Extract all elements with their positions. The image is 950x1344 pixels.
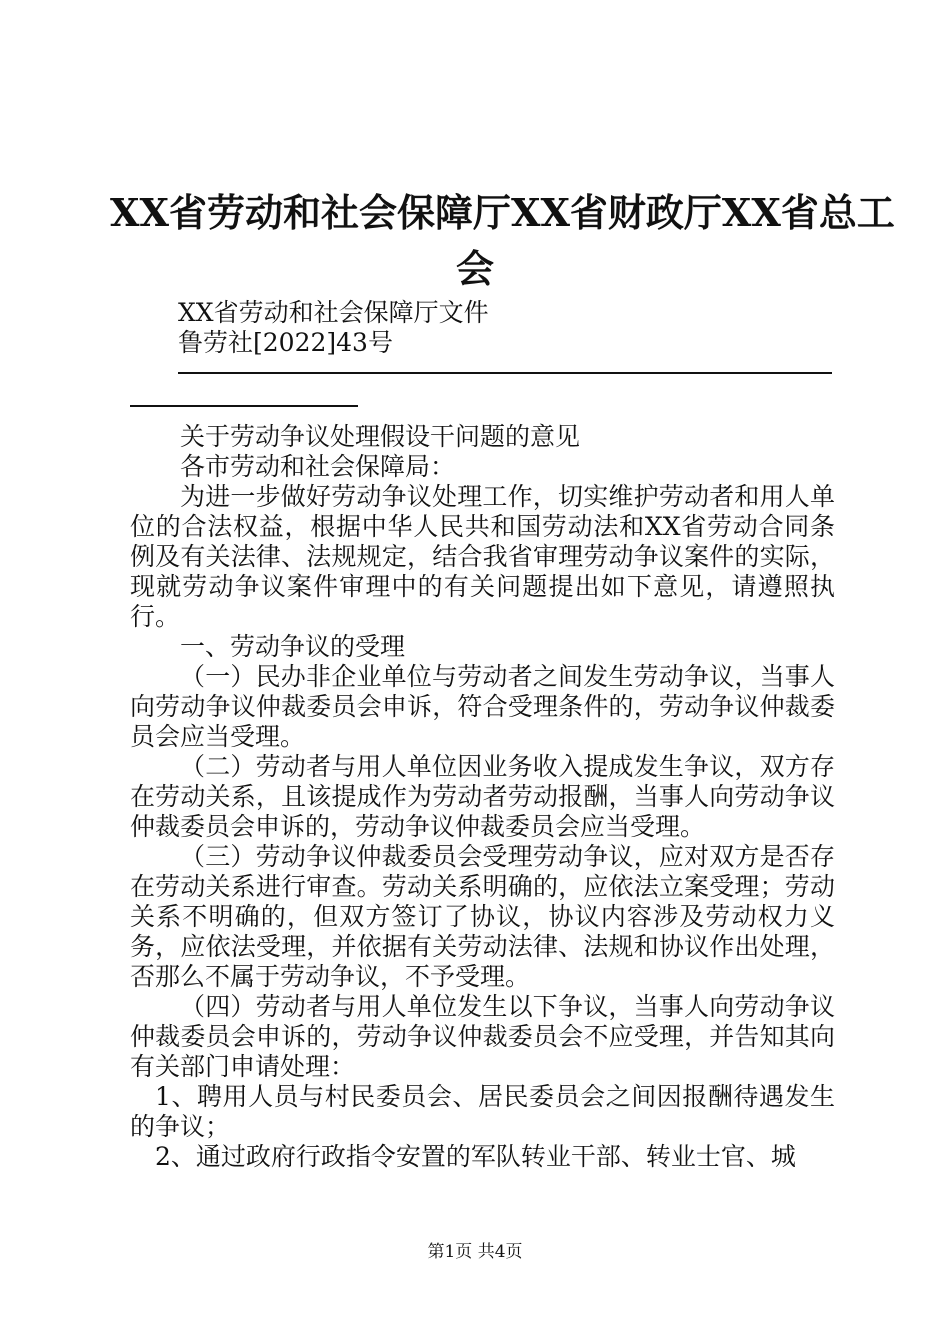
page-footer: 第1页 共4页 [427, 1242, 523, 1262]
document-number: 鲁劳社[2022]43号 [178, 328, 393, 357]
list-item: 2、通过政府行政指令安置的军队转业干部、转业士官、城 [155, 1142, 796, 1171]
document-body [130, 422, 835, 1172]
issuer-line: XX省劳动和社会保障厅文件 [178, 298, 489, 327]
addressee: 各市劳动和社会保障局： [180, 452, 456, 481]
document-title-line-2: 会 [455, 246, 494, 291]
list-item: 1、聘用人员与村民委员会、居民委员会之间因报酬待遇发生的争议； [130, 1082, 835, 1141]
body-paragraph: （二）劳动者与用人单位因业务收入提成发生争议，双方存在劳动关系，且该提成作为劳动者劳动报酬，当事人向劳动争议仲裁委员会申诉的，劳动争议仲裁委员会应当受理。 [130, 752, 835, 841]
header-divider-line [178, 372, 832, 374]
body-paragraph: （一）民办非企业单位与劳动者之间发生劳动争议，当事人向劳动争议仲裁委员会申诉，符合受理条件的，劳动争议仲裁委员会应当受理。 [130, 662, 835, 751]
document-title-line-1: XX省劳动和社会保障厅XX省财政厅XX省总工 [110, 190, 895, 235]
document-subject: 关于劳动争议处理假设干问题的意见 [180, 422, 581, 451]
section-heading: 一、劳动争议的受理 [180, 632, 406, 661]
body-paragraph: 为进一步做好劳动争议处理工作，切实维护劳动者和用人单位的合法权益，根据中华人民共和国劳动法和XX省劳动合同条例及有关法律、法规规定，结合我省审理劳动争议案件的实际，现就劳动争议案件审理中的有关问题提出如下意见，请遵照执行。 [130, 482, 835, 631]
body-paragraph: （四）劳动者与用人单位发生以下争议，当事人向劳动争议仲裁委员会申诉的，劳动争议仲裁委员会不应受理，并告知其向有关部门申请处理： [130, 992, 835, 1081]
body-paragraph: （三）劳动争议仲裁委员会受理劳动争议，应对双方是否存在劳动关系进行审查。劳动关系明确的，应依法立案受理；劳动关系不明确的，但双方签订了协议，协议内容涉及劳动权力义务，应依法受理，并依据有关劳动法律、法规和协议作出处理，否那么不属于劳动争议，不予受理。 [130, 842, 835, 991]
header-divider-line-continued [130, 405, 358, 407]
